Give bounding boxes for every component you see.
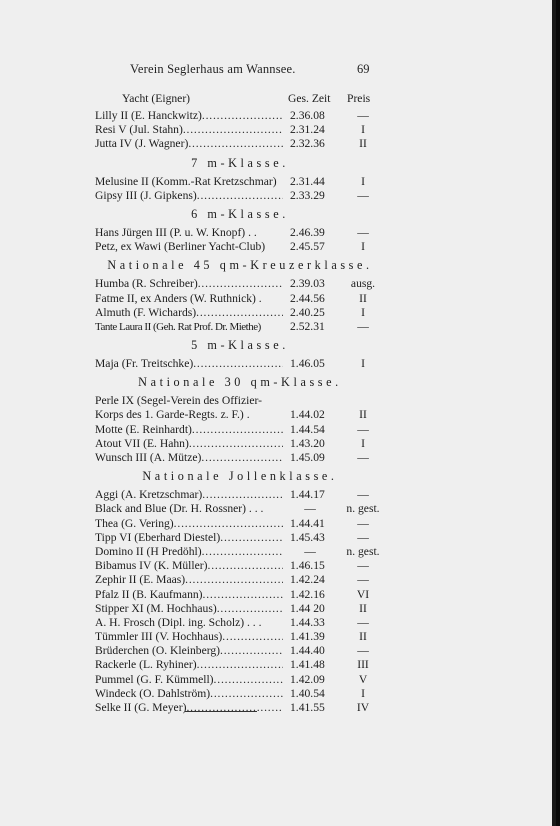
total-time: 1.42.24	[290, 573, 325, 587]
total-time: 1.43.20	[290, 436, 325, 450]
total-time: —	[304, 502, 316, 516]
result-row	[95, 701, 385, 715]
leader-dots	[196, 306, 283, 319]
class-group-45qm	[95, 277, 385, 334]
entry-continuation	[95, 394, 385, 408]
results-list	[95, 92, 385, 715]
result-row	[95, 408, 385, 422]
yacht-name: Humba (R. Schreiber)	[95, 277, 198, 291]
yacht-name: Pfalz II (B. Kaufmann)	[95, 587, 203, 601]
result-row	[95, 630, 385, 644]
leader-dots	[222, 630, 283, 643]
yacht-name: Almuth (F. Wichards)	[95, 305, 197, 319]
class-group-7m	[95, 175, 385, 203]
yacht-name: Bibamus IV (K. Müller)	[95, 559, 208, 573]
column-time: Ges. Zeit	[288, 92, 331, 105]
yacht-entry	[95, 137, 283, 151]
prize: I	[361, 305, 365, 319]
yacht-entry	[95, 226, 283, 240]
running-title: Verein Seglerhaus am Wannsee.	[130, 62, 296, 76]
result-row	[95, 226, 385, 240]
prize: ausg.	[350, 277, 376, 291]
yacht-name: Atout VII (E. Hahn)	[95, 436, 189, 450]
yacht-entry	[95, 109, 283, 123]
yacht-entry	[95, 277, 283, 291]
column-yacht: Yacht (Eigner)	[122, 92, 191, 105]
leader-dots	[186, 701, 283, 714]
total-time: 2.36.08	[290, 109, 325, 122]
yacht-entry	[95, 306, 283, 320]
total-time: 1.40.54	[290, 686, 325, 700]
total-time: 2.52.31	[290, 319, 325, 333]
prize: III	[357, 658, 369, 672]
total-time: 1.41.55	[290, 701, 325, 714]
result-row	[95, 109, 385, 123]
leader-dots	[198, 277, 283, 290]
total-time: 1.41.39	[290, 630, 325, 644]
prize: I	[361, 123, 365, 137]
yacht-name: Maja (Fr. Treitschke)	[95, 357, 194, 371]
prize: I	[361, 686, 365, 700]
yacht-entry	[95, 687, 283, 701]
total-time: 1.45.09	[290, 451, 325, 464]
yacht-name: Rackerle (L. Ryhiner)	[95, 658, 197, 672]
prize: —	[357, 422, 369, 436]
prize: —	[357, 559, 369, 573]
total-time: 1.44.02	[290, 408, 325, 422]
result-row	[95, 687, 385, 701]
yacht-entry	[95, 488, 283, 502]
leader-dots	[210, 687, 283, 700]
prize: I	[361, 436, 365, 450]
yacht-name: Aggi (A. Kretzschmar)	[95, 488, 203, 502]
result-row	[95, 175, 385, 189]
yacht-entry	[95, 602, 283, 616]
yacht-name: Thea (G. Vering)	[95, 516, 174, 530]
prize: —	[357, 615, 369, 629]
yacht-entry	[95, 517, 283, 531]
class-group-unnamed	[95, 109, 385, 152]
result-row	[95, 240, 385, 254]
yacht-entry	[95, 531, 283, 545]
leader-dots	[202, 488, 283, 501]
total-time: 1.44.54	[290, 422, 325, 436]
yacht-entry	[95, 658, 283, 672]
leader-dots	[202, 545, 283, 558]
yacht-name: Brüderchen (O. Kleinberg)	[95, 644, 221, 658]
leader-dots	[188, 137, 283, 150]
column-header	[95, 92, 385, 109]
prize: —	[357, 573, 369, 587]
leader-dots	[220, 644, 283, 657]
yacht-entry	[95, 559, 283, 573]
leader-dots	[220, 531, 283, 544]
result-row	[95, 602, 385, 616]
yacht-name: Resi V (Jul. Stahn)	[95, 123, 183, 137]
yacht-entry	[95, 189, 283, 203]
leader-dots	[183, 123, 283, 136]
result-row	[95, 320, 385, 334]
prize: I	[361, 174, 365, 188]
result-row	[95, 673, 385, 687]
yacht-entry	[95, 502, 283, 516]
result-row	[95, 277, 385, 291]
column-prize: Preis	[347, 92, 371, 105]
prize: II	[359, 408, 367, 422]
total-time: 1.41.48	[290, 658, 325, 672]
prize: —	[357, 516, 369, 530]
yacht-entry	[95, 588, 283, 602]
yacht-name: Melusine II (Komm.-Rat Kretzschmar)	[95, 174, 277, 188]
class-group-30qm	[95, 408, 385, 465]
page-number: 69	[357, 62, 370, 76]
yacht-name: Domino II (H Predöhl)	[95, 544, 202, 558]
result-row	[95, 658, 385, 672]
yacht-entry	[95, 320, 283, 334]
yacht-name: Tipp VI (Eberhard Diestel)	[95, 530, 221, 544]
closing-rule	[185, 711, 257, 712]
prize: —	[357, 644, 369, 658]
prize: —	[357, 225, 369, 239]
result-row	[95, 517, 385, 531]
leader-dots	[214, 673, 283, 686]
prize: I	[361, 357, 365, 371]
result-row	[95, 123, 385, 137]
class-group-5m	[95, 357, 385, 371]
prize: VI	[356, 587, 370, 601]
leader-dots	[201, 451, 283, 464]
total-time: 1.44.17	[290, 488, 325, 502]
prize: n. gest.	[346, 502, 380, 516]
result-row	[95, 423, 385, 437]
total-time: 1.45.43	[290, 530, 325, 544]
total-time: 2.46.39	[290, 225, 325, 239]
yacht-name: Hans Jürgen III (P. u. W. Knopf) . .	[95, 225, 257, 239]
yacht-entry	[95, 123, 283, 137]
yacht-entry	[95, 408, 283, 422]
result-row	[95, 573, 385, 587]
yacht-name: Selke II (G. Meyer)	[95, 701, 187, 714]
result-row	[95, 451, 385, 465]
prize: —	[357, 319, 369, 333]
class-group-jollen	[95, 488, 385, 715]
prize: —	[357, 188, 369, 202]
yacht-name: Pummel (G. F. Kümmell)	[95, 672, 214, 686]
section-heading-7m: 7 m-Klasse.	[191, 155, 289, 170]
result-row	[95, 488, 385, 502]
prize: IV	[356, 701, 370, 714]
prize: —	[357, 451, 369, 464]
total-time: 2.44.56	[290, 291, 325, 305]
entry-name: Perle IX (Segel-Verein des Offizier-	[95, 394, 262, 408]
result-row	[95, 437, 385, 451]
leader-dots	[217, 602, 283, 615]
leader-dots	[192, 423, 283, 436]
yacht-name: Black and Blue (Dr. H. Rossner) . . .	[95, 502, 264, 516]
prize: —	[357, 109, 369, 122]
prize: —	[357, 488, 369, 502]
prize: II	[359, 601, 367, 615]
result-row	[95, 292, 385, 306]
result-row	[95, 545, 385, 559]
total-time: 2.31.24	[290, 123, 325, 137]
prize: II	[359, 630, 367, 644]
yacht-entry	[95, 437, 283, 451]
yacht-name: Lilly II (E. Hanckwitz)	[95, 109, 202, 122]
total-time: 1.42.09	[290, 672, 325, 686]
yacht-entry	[95, 630, 283, 644]
yacht-name: A. H. Frosch (Dipl. ing. Scholz) . . .	[95, 615, 262, 629]
total-time: 1.44.33	[290, 615, 325, 629]
section-heading-5m: 5 m-Klasse.	[191, 338, 289, 353]
result-row	[95, 531, 385, 545]
leader-dots	[193, 357, 283, 370]
total-time: 1.44.40	[290, 644, 325, 658]
yacht-name: Wunsch III (A. Mütze)	[95, 451, 202, 464]
yacht-name: Petz, ex Wawi (Berliner Yacht-Club)	[95, 240, 266, 254]
section-heading-6m: 6 m-Klasse.	[191, 206, 289, 221]
result-row	[95, 559, 385, 573]
total-time: —	[304, 544, 316, 558]
total-time: 2.32.36	[290, 137, 325, 151]
class-group-6m	[95, 226, 385, 254]
total-time: 1.44 20	[290, 601, 325, 615]
yacht-entry	[95, 644, 283, 658]
result-row	[95, 616, 385, 630]
yacht-name: Jutta IV (J. Wagner)	[95, 137, 189, 151]
yacht-entry	[95, 616, 283, 630]
leader-dots	[197, 189, 283, 202]
result-row	[95, 306, 385, 320]
prize: II	[359, 291, 367, 305]
yacht-entry	[95, 545, 283, 559]
yacht-entry	[95, 240, 283, 254]
result-row	[95, 357, 385, 371]
total-time: 2.45.57	[290, 240, 325, 254]
yacht-name: Gipsy III (J. Gipkens)	[95, 188, 197, 202]
section-heading-45qm: Nationale 45 qm-Kreuzerklasse.	[107, 258, 373, 273]
yacht-name: Motte (E. Reinhardt)	[95, 422, 192, 436]
result-row	[95, 137, 385, 151]
total-time: 1.42.16	[290, 587, 325, 601]
yacht-entry	[95, 357, 283, 371]
total-time: 2.31.44	[290, 174, 325, 188]
yacht-name: Korps des 1. Garde-Regts. z. F.) .	[95, 408, 250, 422]
total-time: 2.40.25	[290, 305, 325, 319]
total-time: 2.33.29	[290, 188, 325, 202]
prize: n. gest.	[346, 544, 380, 558]
result-row	[95, 189, 385, 203]
prize: V	[358, 672, 368, 686]
leader-dots	[185, 573, 283, 586]
total-time: 1.46.15	[290, 559, 325, 573]
yacht-entry	[95, 423, 283, 437]
yacht-entry	[95, 701, 283, 715]
yacht-name: Tante Laura II (Geh. Rat Prof. Dr. Miethe)	[95, 320, 261, 333]
yacht-name: Windeck (O. Dahlström)	[95, 686, 211, 700]
section-heading-30qm: Nationale 30 qm-Klasse.	[138, 375, 342, 390]
leader-dots	[202, 109, 283, 122]
leader-dots	[197, 658, 283, 671]
yacht-entry	[95, 673, 283, 687]
leader-dots	[203, 588, 283, 601]
total-time: 1.46.05	[290, 357, 325, 371]
leader-dots	[189, 437, 283, 450]
prize: I	[361, 240, 365, 254]
yacht-entry	[95, 451, 283, 465]
result-row	[95, 588, 385, 602]
yacht-name: Fatme II, ex Anders (W. Ruthnick) .	[95, 291, 262, 305]
prize: II	[359, 137, 367, 151]
yacht-entry	[95, 573, 283, 587]
yacht-entry	[95, 292, 283, 306]
prize: —	[357, 530, 369, 544]
total-time: 1.44.41	[290, 516, 325, 530]
leader-dots	[208, 559, 284, 572]
yacht-name: Zephir II (E. Maas)	[95, 573, 186, 587]
yacht-name: Stipper XI (M. Hochhaus)	[95, 601, 217, 615]
yacht-name: Tümmler III (V. Hochhaus)	[95, 630, 223, 644]
result-row	[95, 644, 385, 658]
result-row	[95, 502, 385, 516]
leader-dots	[174, 517, 283, 530]
yacht-entry	[95, 175, 283, 189]
total-time: 2.39.03	[290, 277, 325, 291]
section-heading-jollen: Nationale Jollenklasse.	[142, 469, 338, 484]
